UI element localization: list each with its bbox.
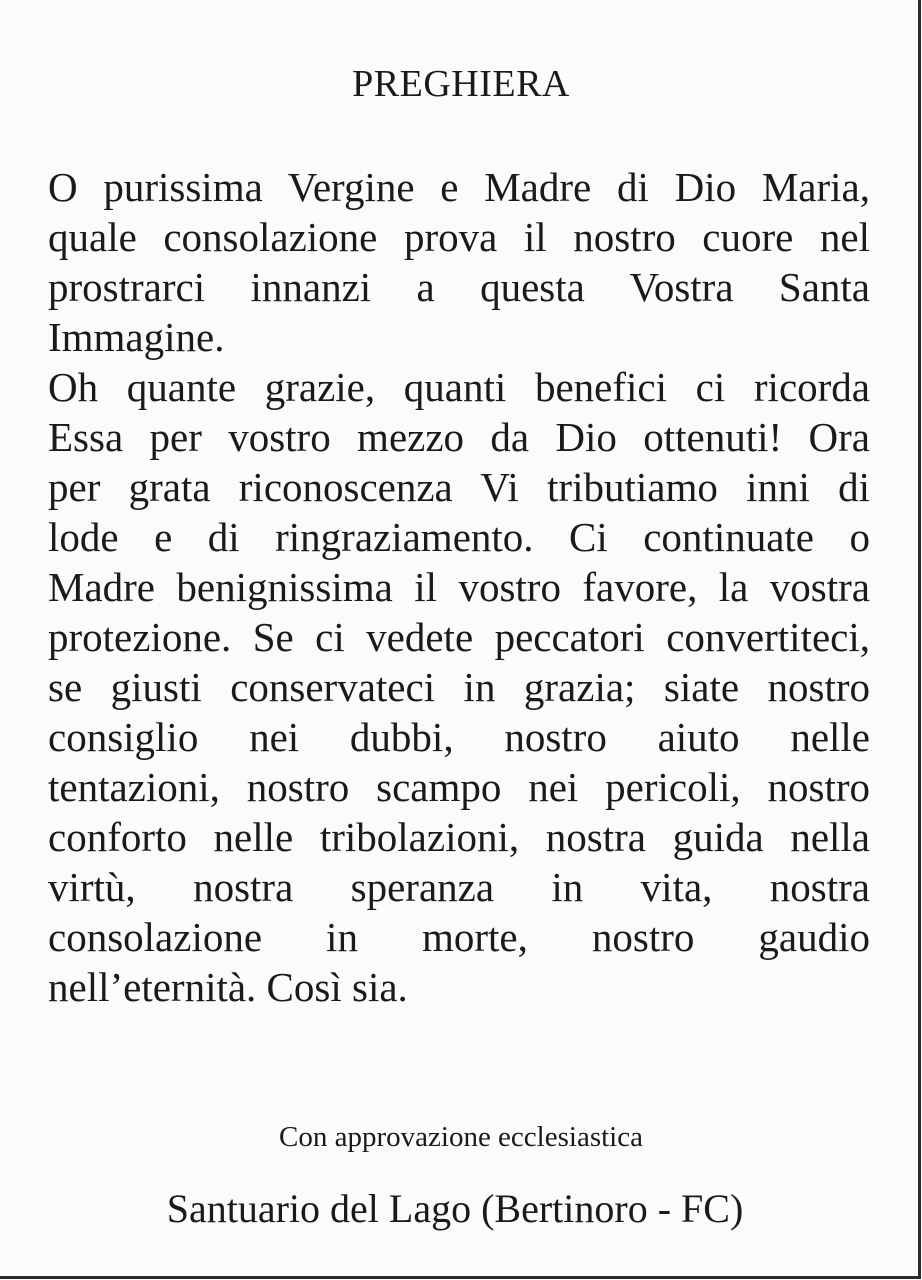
prayer-line: lode e di ringraziamento. Ci continuate o (48, 514, 870, 560)
sanctuary-name: Santuario del Lago (Bertinoro - FC) (166, 1186, 744, 1231)
prayer-line: Oh quante grazie, quanti benefici ci ricorda (48, 364, 870, 410)
approval-note: Con approvazione ecclesiastica (279, 1121, 643, 1153)
prayer-line: tentazioni, nostro scampo nei pericoli, nostro (48, 764, 870, 810)
prayer-line: Immagine. (48, 314, 225, 360)
prayer-line: per grata riconoscenza Vi tributiamo inni di (48, 464, 870, 510)
prayer-line: nell’eternità. Così sia. (48, 964, 408, 1010)
prayer-line: conforto nelle tribolazioni, nostra guida nella (48, 814, 870, 860)
prayer-text (48, 162, 870, 1012)
prayer-line: se giusti conservateci in grazia; siate nostro (48, 664, 870, 710)
prayer-line: prostrarci innanzi a questa Vostra Santa (48, 264, 870, 310)
prayer-line: consolazione in morte, nostro gaudio (48, 914, 870, 960)
page-title: PREGHIERA (352, 63, 570, 105)
prayer-line: Madre benignissima il vostro favore, la vostra (48, 564, 870, 610)
prayer-line: O purissima Vergine e Madre di Dio Maria, (48, 164, 870, 210)
prayer-line: Essa per vostro mezzo da Dio ottenuti! Ora (48, 414, 870, 460)
prayer-line: consiglio nei dubbi, nostro aiuto nelle (48, 714, 870, 760)
prayer-line: quale consolazione prova il nostro cuore nel (48, 214, 870, 260)
prayer-line: protezione. Se ci vedete peccatori convertiteci, (48, 614, 870, 660)
prayer-line: virtù, nostra speranza in vita, nostra (48, 864, 870, 910)
